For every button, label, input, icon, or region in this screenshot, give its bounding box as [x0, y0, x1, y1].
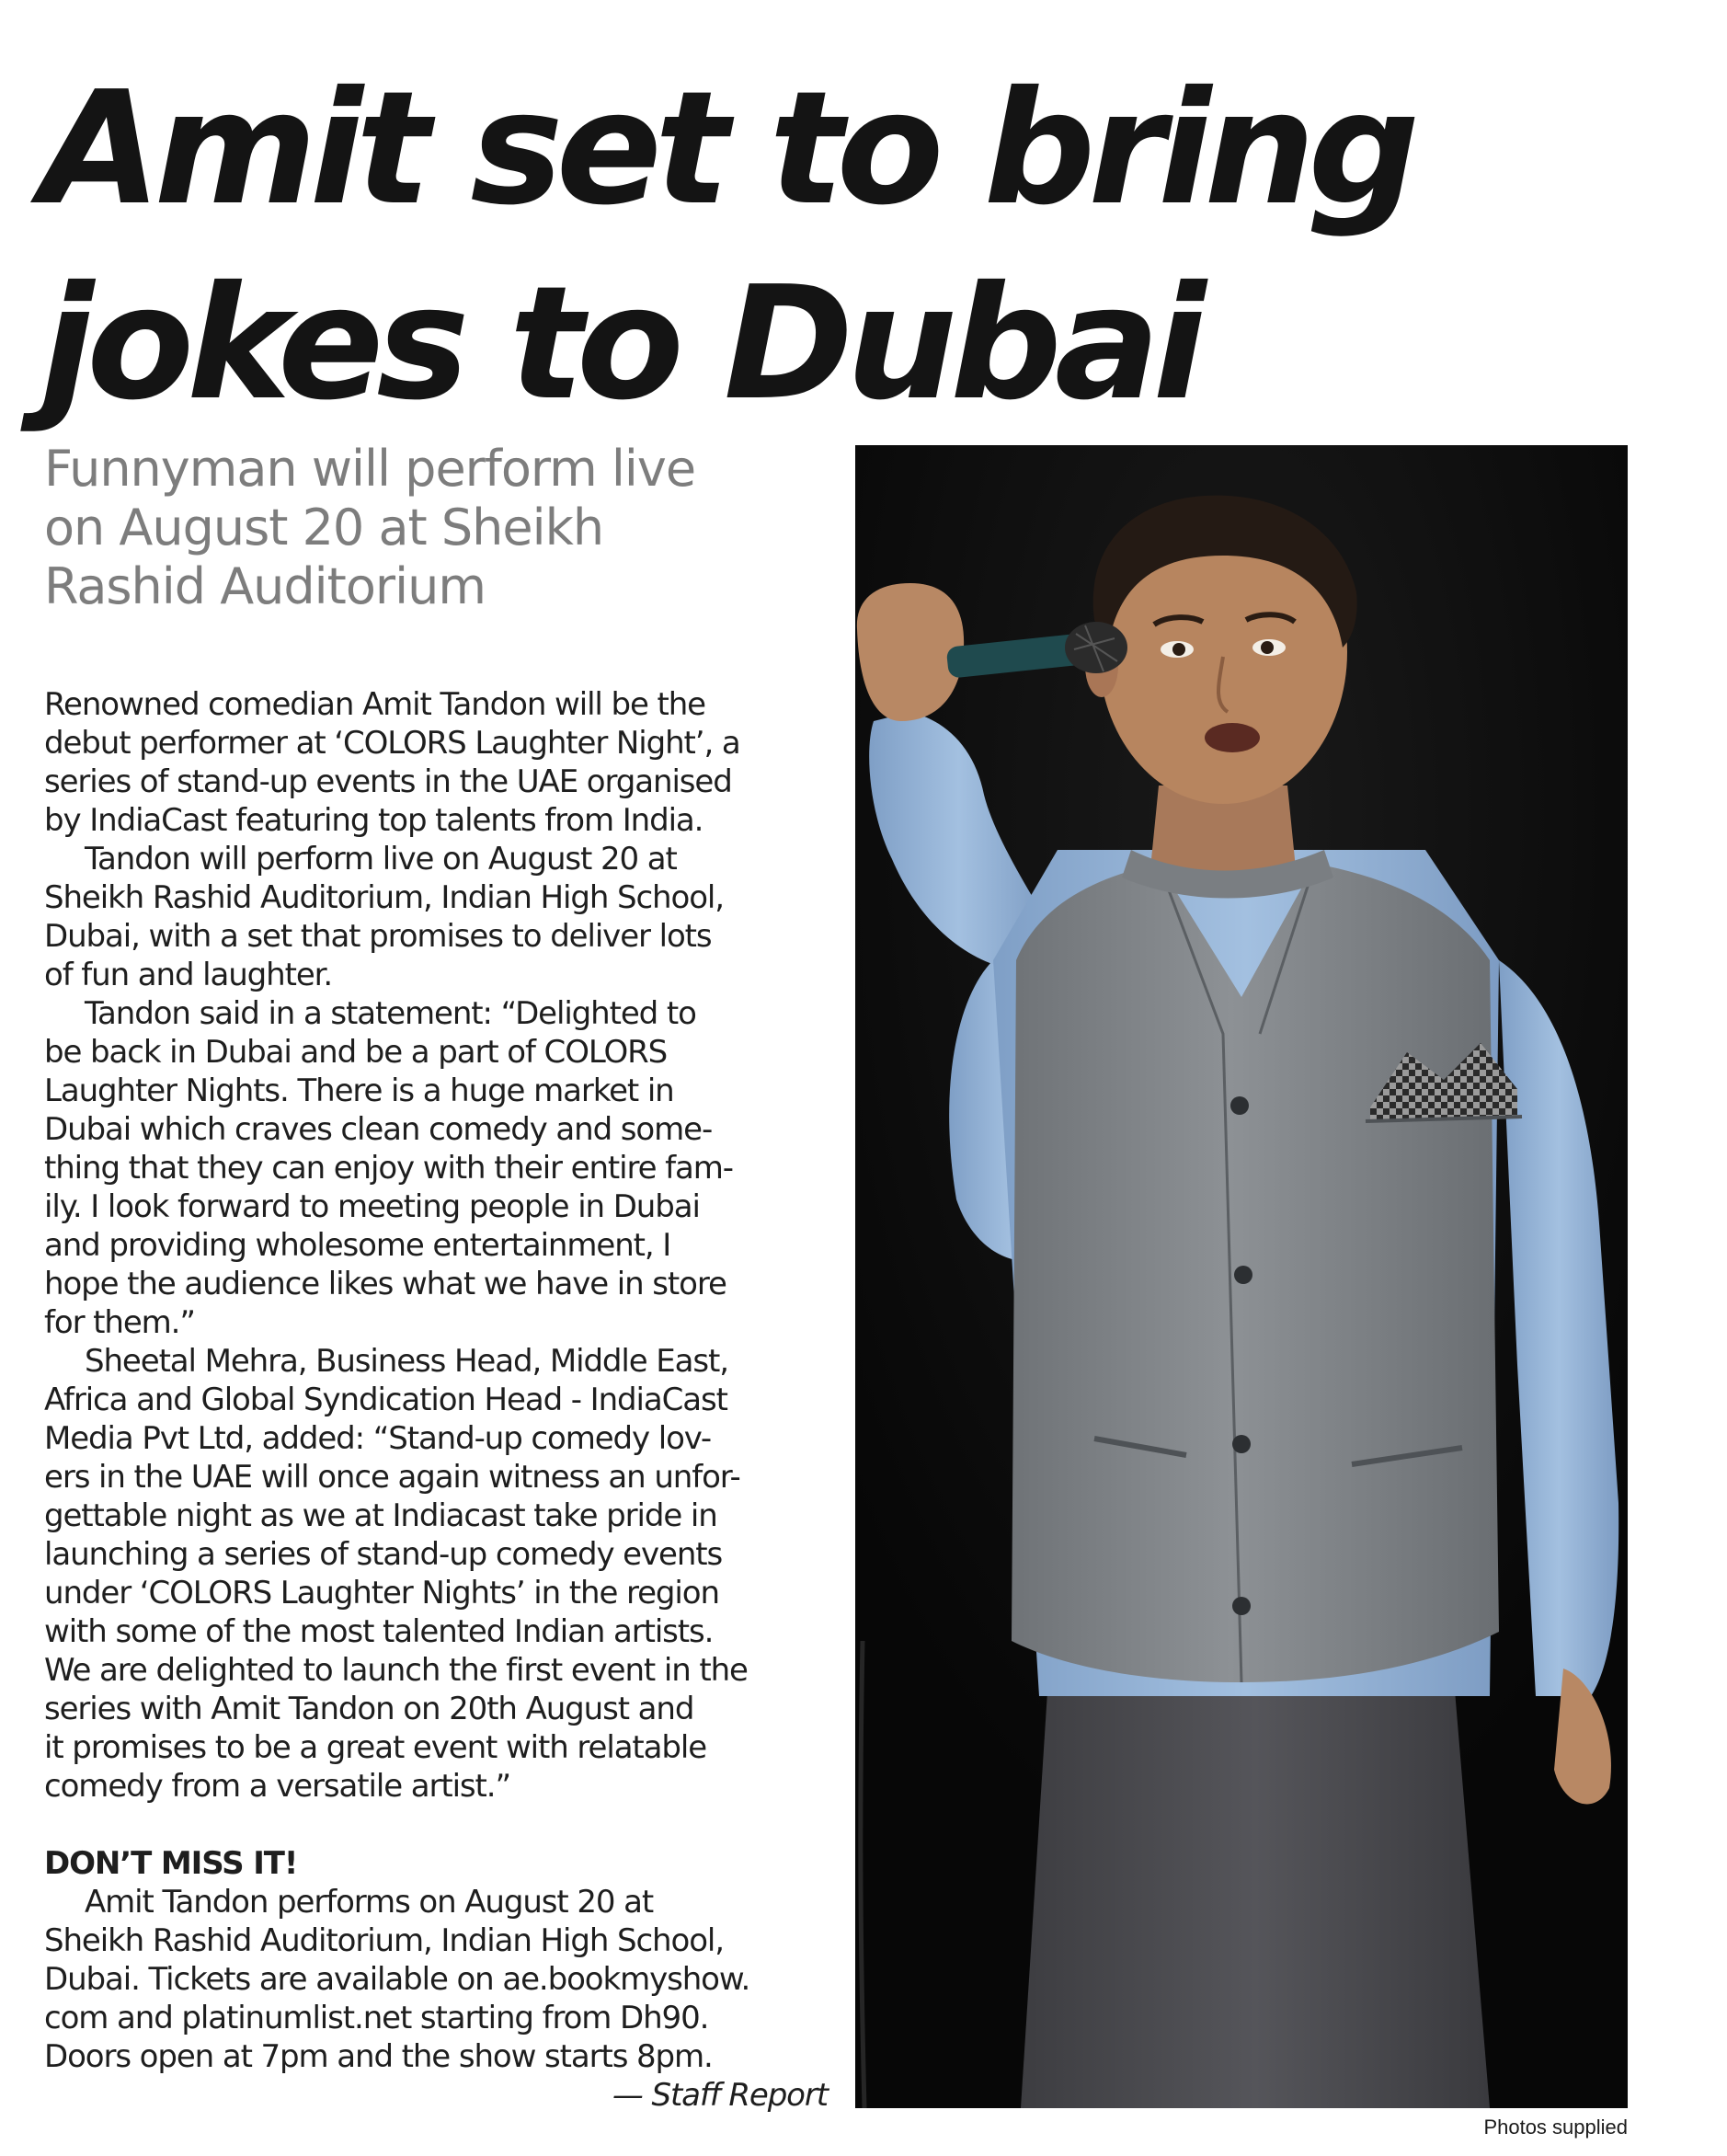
body-line: thing that they can enjoy with their entire fam-: [44, 1150, 733, 1187]
body-line: it promises to be a great event with relatable: [44, 1729, 707, 1766]
body-line: Dubai, with a set that promises to deliver lots: [44, 918, 712, 955]
section-gap: [44, 1806, 853, 1844]
paragraph-event-info: [44, 1883, 853, 2076]
body-line: Amit Tandon performs on August 20 at: [85, 1884, 654, 1921]
vest-button: [1234, 1266, 1252, 1284]
body-line: ers in the UAE will once again witness an unfor-: [44, 1459, 740, 1496]
mouth: [1205, 723, 1260, 752]
body-line: be back in Dubai and be a part of COLORS: [44, 1034, 668, 1071]
byline: — Staff Report: [612, 2077, 828, 2114]
body-line: by IndiaCast featuring top talents from India.: [44, 802, 703, 839]
body-line: series of stand-up events in the UAE organised: [44, 763, 732, 800]
subhead-line-1: Funnyman will perform live: [44, 440, 696, 498]
body-line: comedy from a versatile artist.”: [44, 1768, 510, 1805]
photo-credit: Photos supplied: [1483, 2116, 1628, 2139]
body-line: Africa and Global Syndication Head - IndiaCast: [44, 1382, 727, 1418]
headline-line-2: jokes to Dubai: [40, 253, 1199, 435]
body-line: Sheikh Rashid Auditorium, Indian High School,: [44, 1922, 724, 1959]
vest-button: [1230, 1096, 1249, 1115]
body-line: Laughter Nights. There is a huge market in: [44, 1072, 674, 1109]
left-pupil: [1172, 643, 1185, 656]
body-line: for them.”: [44, 1304, 195, 1341]
body-line: We are delighted to launch the first event in the: [44, 1652, 748, 1689]
body-line: launching a series of stand-up comedy events: [44, 1536, 723, 1573]
body-line: Sheikh Rashid Auditorium, Indian High School,: [44, 879, 724, 916]
body-line: Media Pvt Ltd, added: “Stand-up comedy lov-: [44, 1420, 712, 1457]
body-line: Sheetal Mehra, Business Head, Middle East,: [85, 1343, 728, 1380]
body-line: hope the audience likes what we have in store: [44, 1266, 726, 1302]
body-line: debut performer at ‘COLORS Laughter Night’, a: [44, 725, 740, 762]
subheadline: [44, 440, 835, 616]
vest-button: [1232, 1435, 1251, 1453]
body-line: under ‘COLORS Laughter Nights’ in the region: [44, 1575, 719, 1611]
comedian-photo: [855, 445, 1628, 2108]
body-line: Doors open at 7pm and the show starts 8pm.: [44, 2038, 713, 2075]
body-line: gettable night as we at Indiacast take pride in: [44, 1497, 717, 1534]
paragraph-mehra-quote: [44, 1342, 853, 1806]
headline-line-1: Amit set to bring: [40, 58, 1413, 240]
article-body: [44, 685, 853, 2115]
trousers: [1021, 1669, 1490, 2108]
headline: [40, 52, 1659, 442]
section-heading: DON’T MISS IT!: [44, 1845, 298, 1882]
subhead-line-2: on August 20 at Sheikh: [44, 499, 604, 556]
body-line: Dubai which craves clean comedy and some-: [44, 1111, 713, 1148]
body-line: with some of the most talented Indian artists.: [44, 1613, 714, 1650]
right-pupil: [1261, 641, 1274, 654]
body-line: com and platinumlist.net starting from Dh90.: [44, 2000, 709, 2036]
paragraph-tandon-quote: [44, 994, 853, 1342]
vest-button: [1232, 1597, 1251, 1615]
body-line: Renowned comedian Amit Tandon will be the: [44, 686, 705, 723]
body-line: and providing wholesome entertainment, I: [44, 1227, 671, 1264]
body-line: series with Amit Tandon on 20th August and: [44, 1691, 694, 1727]
body-line: Tandon said in a statement: “Delighted to: [85, 995, 696, 1032]
body-line: Dubai. Tickets are available on ae.bookmyshow.: [44, 1961, 750, 1998]
body-line: ily. I look forward to meeting people in Dubai: [44, 1188, 700, 1225]
paragraph-performance: [44, 840, 853, 994]
subhead-line-3: Rashid Auditorium: [44, 557, 486, 615]
vest: [1012, 864, 1499, 1682]
body-line: of fun and laughter.: [44, 957, 333, 993]
body-line: Tandon will perform live on August 20 at: [85, 841, 677, 877]
comedian-illustration: [855, 445, 1628, 2108]
paragraph-intro: [44, 685, 853, 840]
